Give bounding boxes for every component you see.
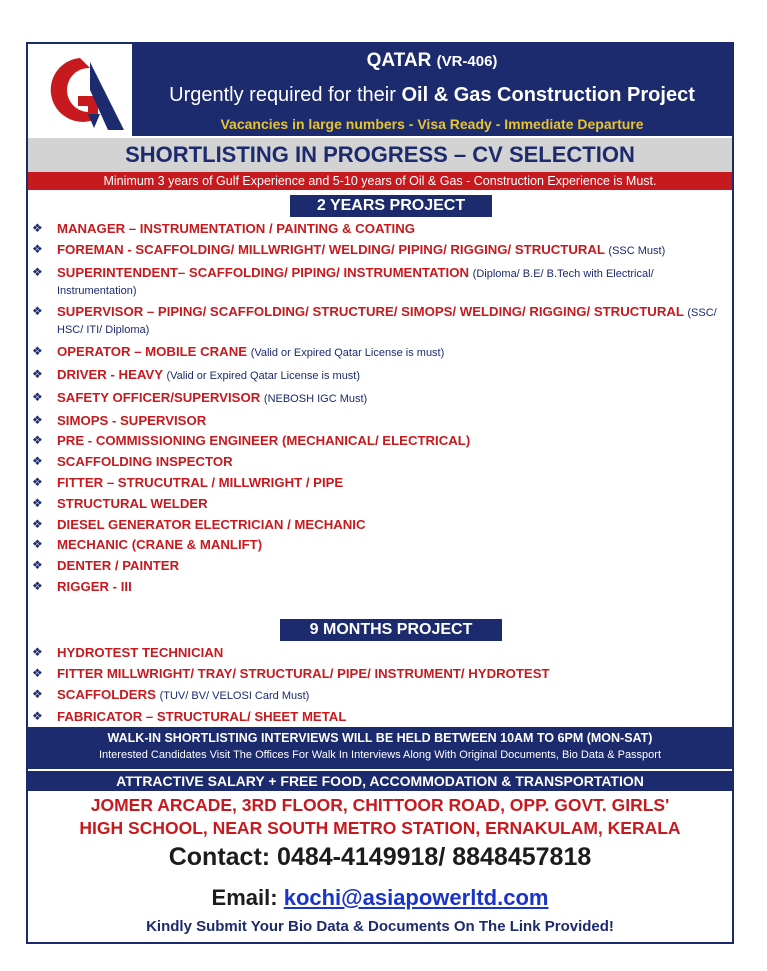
job-item <box>32 344 728 361</box>
job-note: (NEBOSH IGC Must) <box>263 392 368 405</box>
job-title: DRIVER - HEAVY <box>57 366 163 382</box>
email-link[interactable]: kochi@asiapowerltd.com <box>283 885 549 910</box>
address-line2: HIGH SCHOOL, NEAR SOUTH METRO STATION, ERNAKULAM, KERALA <box>79 818 681 838</box>
job-note: (Diploma/ B.E/ B.Tech with Electrical/ Instrumentation) <box>57 267 654 297</box>
salary-bar: ATTRACTIVE SALARY + FREE FOOD, ACCOMMODATION & TRANSPORTATION <box>28 769 732 791</box>
diamond-bullet-icon: ❖ <box>32 221 43 235</box>
diamond-bullet-icon: ❖ <box>32 241 43 256</box>
email-line <box>28 885 732 911</box>
diamond-bullet-icon: ❖ <box>32 412 43 427</box>
project1-title: 2 YEARS PROJECT <box>290 195 492 217</box>
job-title: DENTER / PAINTER <box>57 558 180 574</box>
logo-icon <box>28 44 132 136</box>
header-subtitle <box>132 84 732 107</box>
job-title: HYDROTEST TECHNICIAN <box>57 645 224 660</box>
job-note: (Valid or Expired Qatar License is must) <box>250 347 445 360</box>
requirement-bar: Minimum 3 years of Gulf Experience and 5-10 years of Oil & Gas - Construction Experience is Must. <box>28 172 732 190</box>
job-title: SAFETY OFFICER/SUPERVISOR <box>57 389 261 405</box>
country: QATAR <box>366 50 432 71</box>
job-title: SCAFFOLDING INSPECTOR <box>57 454 233 470</box>
job-note: (SSC Must) <box>608 244 666 257</box>
diamond-bullet-icon: ❖ <box>32 495 43 510</box>
diamond-bullet-icon: ❖ <box>32 686 43 701</box>
job-item <box>32 709 728 724</box>
job-item <box>32 579 728 594</box>
job-item <box>32 454 728 469</box>
diamond-bullet-icon: ❖ <box>32 665 43 680</box>
job-title: SCAFFOLDERS <box>57 686 156 702</box>
subtitle-prefix: Urgently required for their <box>169 84 396 106</box>
job-title: RIGGER - III <box>57 578 132 594</box>
shortlisting-banner: SHORTLISTING IN PROGRESS – CV SELECTION <box>28 138 732 172</box>
job-item <box>32 558 728 573</box>
diamond-bullet-icon: ❖ <box>32 474 43 489</box>
job-item <box>32 537 728 552</box>
job-title: MECHANIC (CRANE & MANLIFT) <box>57 537 263 553</box>
diamond-bullet-icon: ❖ <box>32 389 43 404</box>
project1-list <box>32 221 728 600</box>
diamond-bullet-icon: ❖ <box>32 366 43 381</box>
job-title: STRUCTURAL WELDER <box>57 495 208 511</box>
diamond-bullet-icon: ❖ <box>32 537 43 552</box>
job-item <box>32 242 728 259</box>
walkin-box <box>28 727 732 769</box>
vacancies-line: Vacancies in large numbers - Visa Ready - Immediate Departure <box>220 116 644 132</box>
job-title: FITTER MILLWRIGHT/ TRAY/ STRUCTURAL/ PIPE/ INSTRUMENT/ HYDROTEST <box>57 665 550 681</box>
project2-list <box>32 645 728 730</box>
diamond-bullet-icon: ❖ <box>32 344 43 359</box>
job-note: (TUV/ BV/ VELOSI Card Must) <box>159 689 310 702</box>
job-title: SUPERINTENDENT– SCAFFOLDING/ PIPING/ INSTRUMENTATION <box>57 264 469 280</box>
email-label: Email: <box>211 885 278 910</box>
contact-numbers: Contact: 0484-4149918/ 8848457818 <box>168 843 592 871</box>
subtitle-bold: Oil & Gas Construction Project <box>401 84 695 106</box>
company-logo <box>28 44 132 136</box>
job-title: FABRICATOR – STRUCTURAL/ SHEET METAL <box>57 709 347 725</box>
job-item <box>32 496 728 511</box>
job-item <box>32 413 728 428</box>
ref-code: (VR-406) <box>436 53 498 70</box>
walkin-line1: WALK-IN SHORTLISTING INTERVIEWS WILL BE HELD BETWEEN 10AM TO 6PM (MON-SAT) <box>107 731 653 745</box>
diamond-bullet-icon: ❖ <box>32 558 43 573</box>
job-item <box>32 265 728 299</box>
job-item <box>32 433 728 448</box>
job-title: OPERATOR – MOBILE CRANE <box>57 344 248 360</box>
job-note: (Valid or Expired Qatar License is must) <box>166 369 361 382</box>
job-title: PRE - COMMISSIONING ENGINEER (MECHANICAL/ ELECTRICAL) <box>57 433 471 449</box>
job-title: SIMOPS - SUPERVISOR <box>57 412 207 428</box>
diamond-bullet-icon: ❖ <box>32 433 43 448</box>
job-title: DIESEL GENERATOR ELECTRICIAN / MECHANIC <box>57 516 366 532</box>
submit-note: Kindly Submit Your Bio Data & Documents On The Link Provided! <box>146 918 614 935</box>
address-line1: JOMER ARCADE, 3RD FLOOR, CHITTOOR ROAD, OPP. GOVT. GIRLS' <box>90 795 670 815</box>
project2-title: 9 MONTHS PROJECT <box>280 619 502 641</box>
walkin-line2: Interested Candidates Visit The Offices For Walk In Interviews Along With Original Documents, Bio Data & Passport <box>98 749 662 761</box>
diamond-bullet-icon: ❖ <box>32 645 43 659</box>
diamond-bullet-icon: ❖ <box>32 578 43 593</box>
job-item <box>32 645 728 660</box>
job-title: FOREMAN - SCAFFOLDING/ MILLWRIGHT/ WELDING/ PIPING/ RIGGING/ STRUCTURAL <box>57 241 605 257</box>
job-note: (SSC/ HSC/ ITI/ Diploma) <box>57 307 717 337</box>
diamond-bullet-icon: ❖ <box>32 264 43 279</box>
job-item <box>32 390 728 407</box>
job-item <box>32 517 728 532</box>
diamond-bullet-icon: ❖ <box>32 516 43 531</box>
job-title: SUPERVISOR – PIPING/ SCAFFOLDING/ STRUCTURE/ SIMOPS/ WELDING/ RIGGING/ STRUCTURAL <box>57 304 684 320</box>
job-item <box>32 221 728 236</box>
job-title: FITTER – STRUCUTRAL / MILLWRIGHT / PIPE <box>57 474 344 490</box>
job-item <box>32 475 728 490</box>
diamond-bullet-icon: ❖ <box>32 454 43 469</box>
header-title <box>132 50 732 72</box>
job-item <box>32 367 728 384</box>
job-item <box>32 666 728 681</box>
diamond-bullet-icon: ❖ <box>32 709 43 724</box>
job-item <box>32 687 728 704</box>
job-title: MANAGER – INSTRUMENTATION / PAINTING & COATING <box>57 221 416 236</box>
diamond-bullet-icon: ❖ <box>32 304 43 319</box>
job-item <box>32 304 728 338</box>
